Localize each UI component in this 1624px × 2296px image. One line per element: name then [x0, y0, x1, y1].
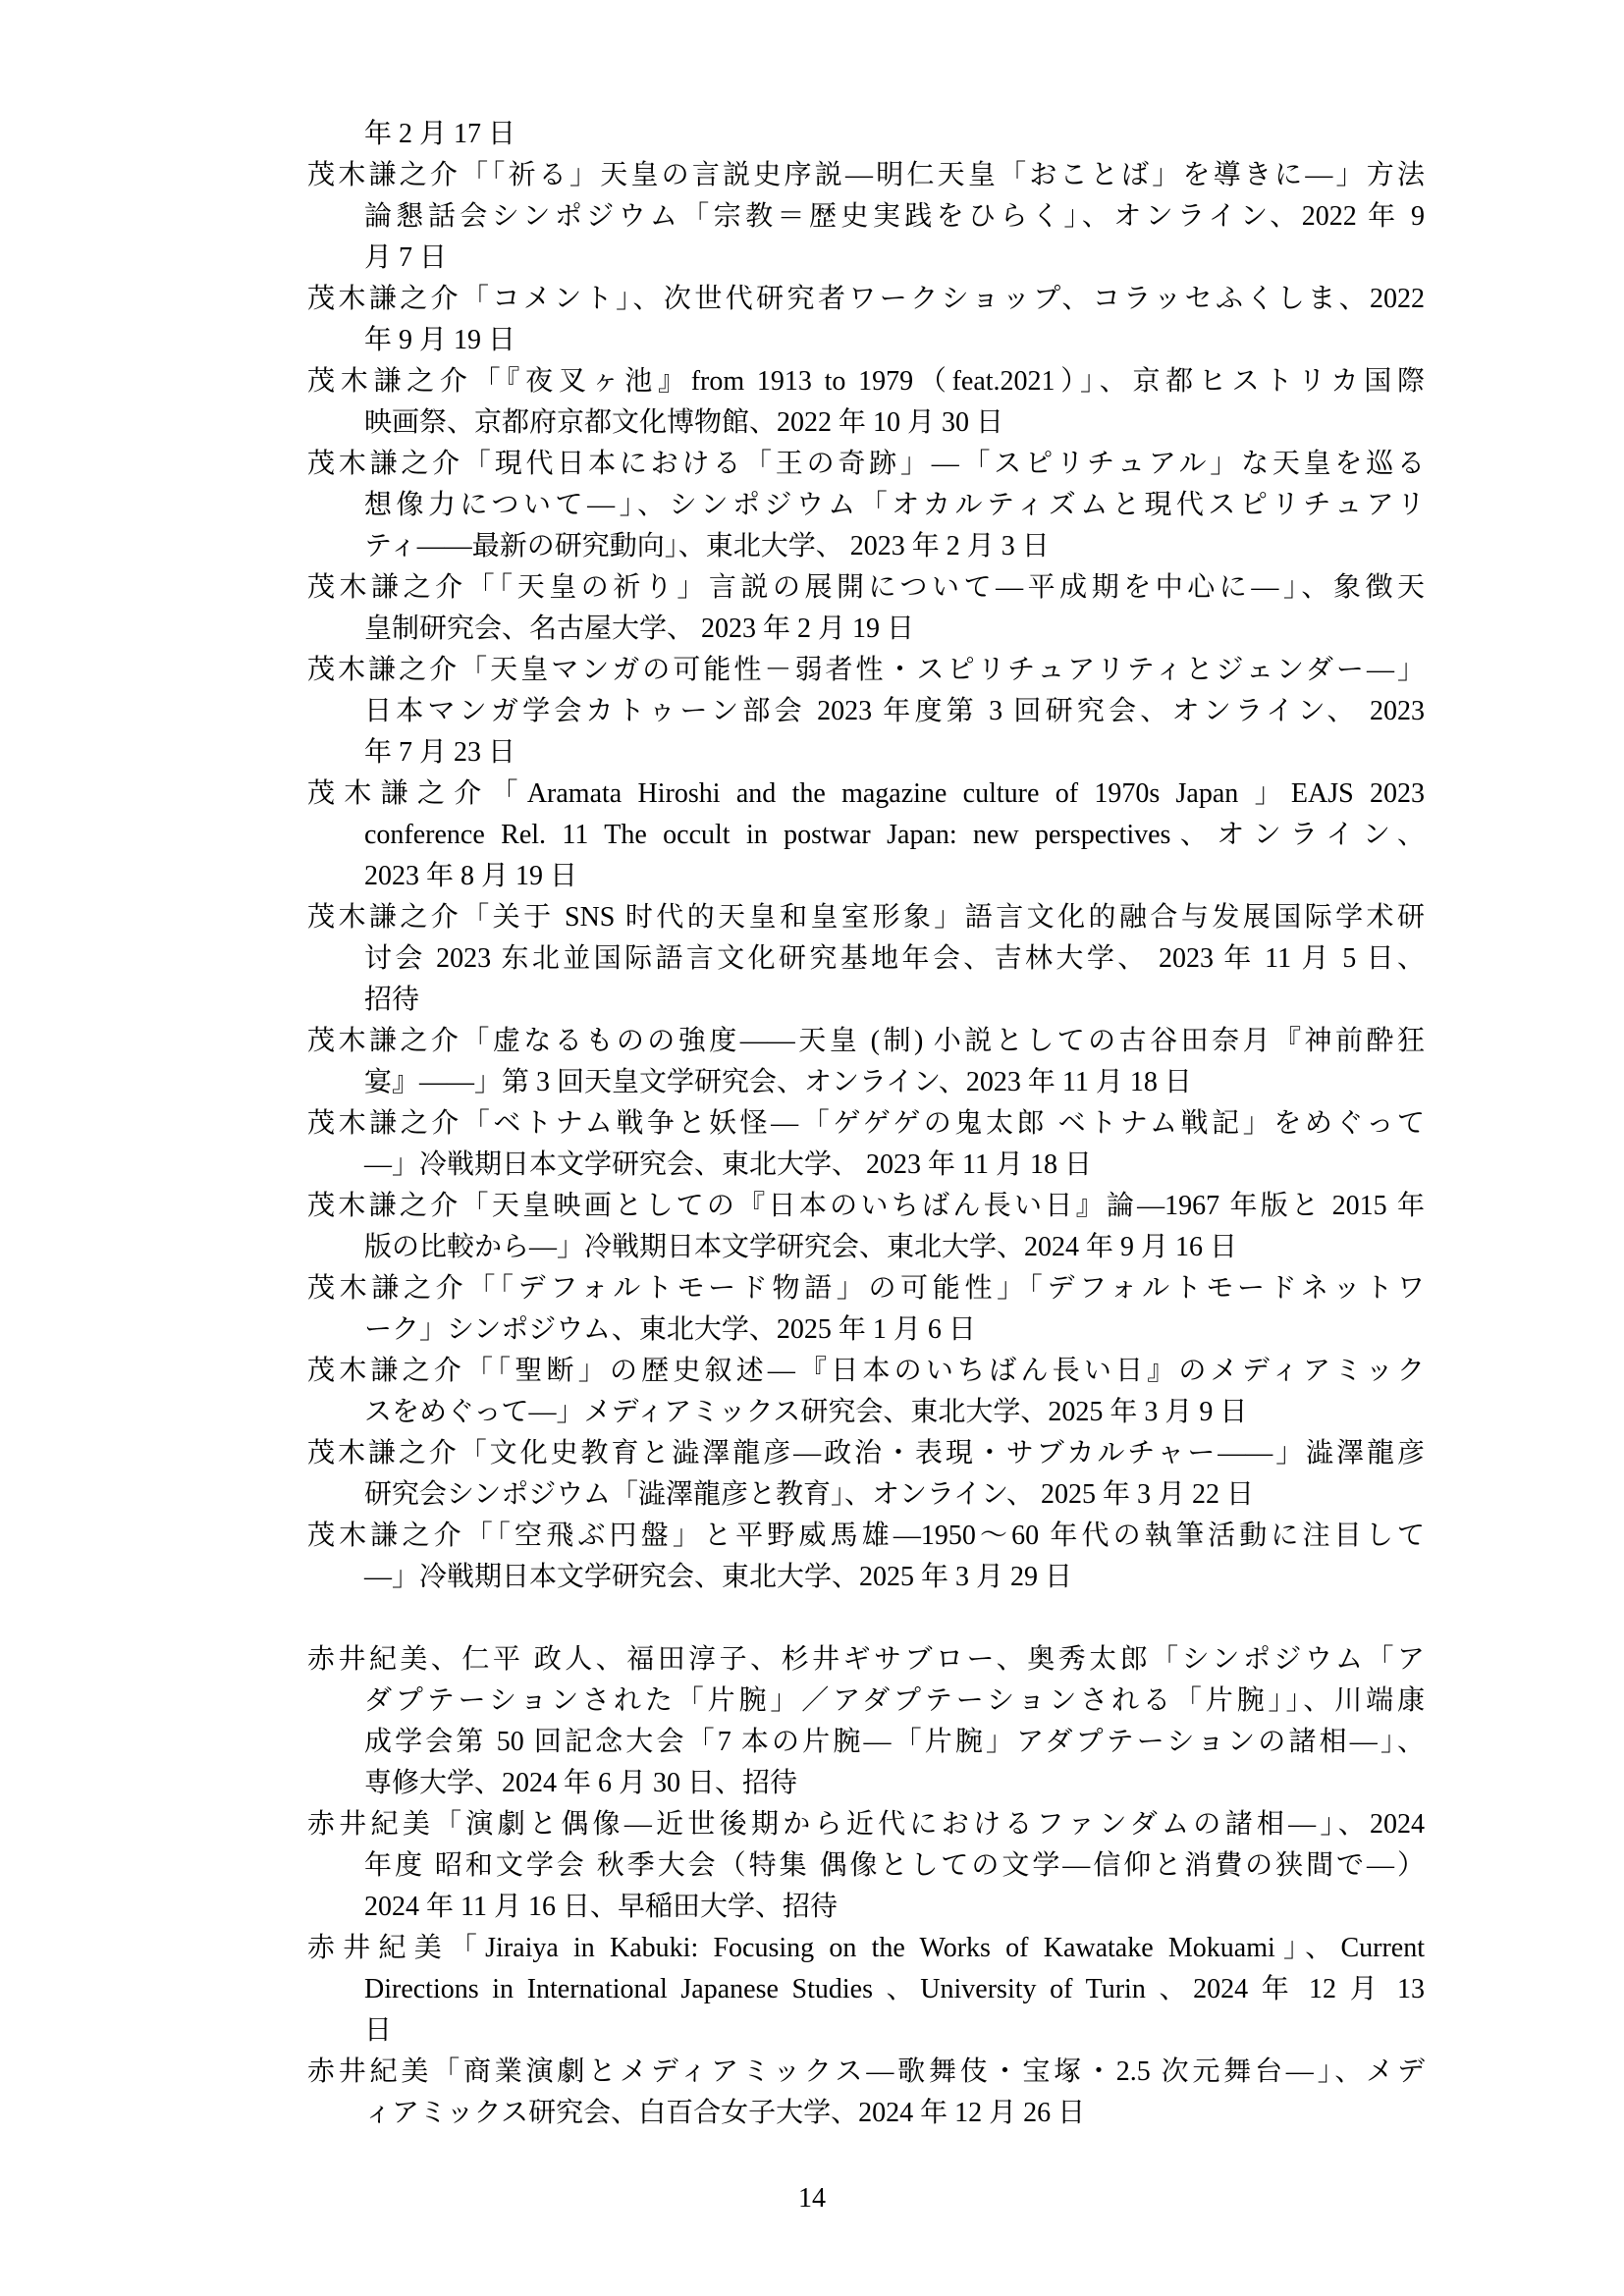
- document-line: Directions in International Japanese Studies 、University of Turin 、2024 年 12 月 13: [364, 1974, 1425, 2004]
- document-line: 想像力について―」、シンポジウム「オカルティズムと現代スピリチュアリ: [364, 490, 1425, 520]
- document-line: 映画祭、京都府京都文化博物館、2022 年 10 月 30 日: [364, 407, 1004, 438]
- document-line: 2023 年 8 月 19 日: [364, 861, 578, 891]
- document-line: 年 9 月 19 日: [364, 325, 516, 355]
- document-line: 論懇話会シンポジウム「宗教＝歴史実践をひらく」、オンライン、2022 年 9: [364, 201, 1425, 232]
- document-line: 茂木謙之介「『夜叉ヶ池』from 1913 to 1979（feat.2021）」、京都ヒストリカ国際: [307, 366, 1425, 397]
- document-line: 茂木謙之介「虚なるものの強度――天皇 (制) 小説としての古谷田奈月『神前酔狂: [307, 1026, 1425, 1056]
- document-line: 茂木謙之介「Aramata Hiroshi and the magazine culture of 1970s Japan 」EAJS 2023: [307, 778, 1425, 809]
- document-line: 赤井紀美「Jiraiya in Kabuki: Focusing on the Works of Kawatake Mokuami」、Current: [307, 1933, 1425, 1963]
- document-line: 茂木謙之介「关于 SNS 时代的天皇和皇室形象」語言文化的融合与发展国际学术研: [307, 902, 1425, 933]
- document-line: 招待: [364, 985, 420, 1015]
- document-line: 茂木謙之介「現代日本における「王の奇跡」―「スピリチュアル」な天皇を巡る: [307, 449, 1425, 479]
- document-line: ィアミックス研究会、白百合女子大学、2024 年 12 月 26 日: [364, 2098, 1086, 2128]
- document-line: 版の比較から―」冷戦期日本文学研究会、東北大学、2024 年 9 月 16 日: [364, 1232, 1238, 1262]
- document-line: 茂木謙之介「「デフォルトモード物語」の可能性」「デフォルトモードネットワ: [307, 1273, 1425, 1304]
- document-line: 宴』――」第 3 回天皇文学研究会、オンライン、2023 年 11 月 18 日: [364, 1067, 1192, 1097]
- document-line: 2024 年 11 月 16 日、早稲田大学、招待: [364, 1892, 838, 1922]
- document-line: 茂木謙之介「天皇マンガの可能性－弱者性・スピリチュアリティとジェンダー―」: [307, 655, 1425, 685]
- document-line: 成学会第 50 回記念大会「7 本の片腕―「片腕」アダプテーションの諸相―」、: [364, 1727, 1425, 1757]
- document-line: ダプテーションされた「片腕」／アダプテーションされる「片腕」」、川端康: [364, 1685, 1425, 1716]
- document-line: 茂木謙之介「ベトナム戦争と妖怪―「ゲゲゲの鬼太郎 ベトナム戦記」をめぐって: [307, 1108, 1425, 1139]
- blank-line: [307, 1598, 1425, 1639]
- document-line: 赤井紀美「商業演劇とメディアミックス―歌舞伎・宝塚・2.5 次元舞台―」、メデ: [307, 2056, 1425, 2087]
- document-line: 年 2 月 17 日: [364, 119, 516, 149]
- document-line: 日本マンガ学会カトゥーン部会 2023 年度第 3 回研究会、オンライン、 2023: [364, 696, 1425, 726]
- document-line: ーク」シンポジウム、東北大学、2025 年 1 月 6 日: [364, 1314, 976, 1345]
- document-line: 研究会シンポジウム「澁澤龍彦と教育」、オンライン、 2025 年 3 月 22 日: [364, 1479, 1254, 1510]
- page-number: 14: [798, 2183, 826, 2214]
- document-line: ―」冷戦期日本文学研究会、東北大学、 2023 年 11 月 18 日: [364, 1149, 1092, 1180]
- document-line: 年度 昭和文学会 秋季大会（特集 偶像としての文学―信仰と消費の狭間で―）: [364, 1850, 1425, 1881]
- document-line: 赤井紀美、仁平 政人、福田淳子、杉井ギサブロー、奥秀太郎「シンポジウム「ア: [307, 1644, 1425, 1675]
- document-line: ティ――最新の研究動向」、東北大学、 2023 年 2 月 3 日: [364, 531, 1050, 561]
- document-line: 茂木謙之介「「聖断」の歴史叙述―『日本のいちばん長い日』のメディアミック: [307, 1356, 1425, 1386]
- document-line: 茂木謙之介「「天皇の祈り」言説の展開について―平成期を中心に―」、象徴天: [307, 572, 1425, 603]
- document-line: 茂木謙之介「文化史教育と澁澤龍彦―政治・表現・サブカルチャー――」澁澤龍彦: [307, 1438, 1425, 1468]
- document-line: 日: [364, 2015, 393, 2046]
- presentation-list: [307, 114, 1425, 2134]
- document-line: 皇制研究会、名古屋大学、 2023 年 2 月 19 日: [364, 614, 915, 644]
- document-line: 専修大学、2024 年 6 月 30 日、招待: [364, 1768, 798, 1798]
- document-line: 年 7 月 23 日: [364, 737, 516, 768]
- document-line: 月 7 日: [364, 242, 448, 273]
- document-line: 讨会 2023 东北並国际語言文化研究基地年会、吉林大学、 2023 年 11 月 5 日、: [364, 943, 1425, 974]
- document-line: 茂木謙之介「「空飛ぶ円盤」と平野威馬雄―1950～60 年代の執筆活動に注目して: [307, 1521, 1425, 1551]
- document-line: 茂木謙之介「コメント」、次世代研究者ワークショップ、コラッセふくしま、2022: [307, 284, 1425, 314]
- document-line: 茂木謙之介「「祈る」天皇の言説史序説―明仁天皇「おことば」を導きに―」方法: [307, 160, 1425, 190]
- document-line: スをめぐって―」メディアミックス研究会、東北大学、2025 年 3 月 9 日: [364, 1397, 1248, 1427]
- document-line: ―」冷戦期日本文学研究会、東北大学、2025 年 3 月 29 日: [364, 1562, 1073, 1592]
- document-line: 赤井紀美「演劇と偶像―近世後期から近代におけるファンダムの諸相―」、2024: [307, 1809, 1425, 1840]
- document-line: 茂木謙之介「天皇映画としての『日本のいちばん長い日』論―1967 年版と 2015 年: [307, 1191, 1425, 1221]
- document-line: conference Rel. 11 The occult in postwar Japan: new perspectives、オンライン、: [364, 820, 1425, 850]
